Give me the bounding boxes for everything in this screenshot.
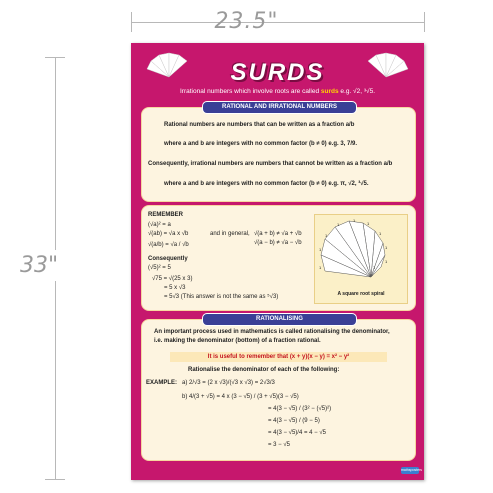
general-rule-1: √(a + b) ≠ √a + √b <box>254 231 302 237</box>
spiral-unit-label: 1 <box>319 265 322 270</box>
publisher-logo: mathsposters <box>401 468 423 472</box>
surds-poster <box>131 43 424 480</box>
rational-irrational-panel <box>141 104 416 202</box>
rationalising-desc-1: An important process used in mathematics is called rationalising the denominator, <box>154 329 390 335</box>
identity-tip: It is useful to remember that (x + y)(x − y) = x² − y² <box>170 352 387 362</box>
rational-line-3: Consequently, irrational numbers are numbers that cannot be written as a fraction a/b <box>148 161 393 167</box>
consequently-line-3: = 5 x √3 <box>164 285 186 291</box>
width-label: 23.5" <box>214 9 279 34</box>
example-part-a: a) 2/√3 = (2 x √3)/(√3 x √3) = 2√3/3 <box>182 380 275 386</box>
intro-text <box>131 88 424 95</box>
height-label: 33" <box>20 250 58 281</box>
square-root-spiral-figure <box>314 214 408 304</box>
consequently-line-2: √75 = √(25 x 3) <box>152 276 193 282</box>
remember-label: REMEMBER <box>148 212 184 218</box>
spiral-unit-label: 1 <box>325 233 328 238</box>
example-part-b-line-1: b) 4/(3 + √5) = 4 x (3 − √5) / (3 + √5)(3 − √5) <box>182 394 299 400</box>
spiral-unit-label: 1 <box>353 218 356 223</box>
rational-line-1: Rational numbers are numbers that can be written as a fraction a/b <box>164 122 355 128</box>
consequently-label: Consequently <box>148 256 188 262</box>
example-part-b-line-3: = 4(3 − √5) / (9 − 5) <box>268 418 320 424</box>
general-label: and in general, <box>210 231 250 237</box>
spiral-unit-label: 1 <box>379 231 382 236</box>
section-header-rationalising: RATIONALISING <box>202 313 357 326</box>
spiral-caption: A square root spiral <box>337 291 385 297</box>
intro-prefix: Irrational numbers which involve roots are called <box>179 88 321 95</box>
spiral-unit-label: 1 <box>319 247 322 252</box>
height-ruler-tick-top <box>45 57 65 58</box>
example-part-b-line-4: = 4(3 − √5)/4 = 4 − √5 <box>268 430 326 436</box>
square-root-spiral-icon <box>315 215 407 291</box>
spiral-unit-label: 1 <box>337 222 340 227</box>
remember-rule-2: √(ab) = √a x √b <box>148 231 189 237</box>
spiral-unit-label: 1 <box>373 265 376 270</box>
consequently-line-4: = 5√3 (This answer is not the same as ⁵√3) <box>164 294 279 300</box>
intro-highlight: surds <box>320 88 339 95</box>
intro-suffix: e.g. √2, ³√5. <box>338 88 375 95</box>
example-label: EXAMPLE: <box>146 380 178 386</box>
rational-line-2: where a and b are integers with no common factor (b ≠ 0) e.g. 3, 7/9. <box>164 141 358 147</box>
example-part-b-line-2: = 4(3 − √5) / (3² − (√5)²) <box>268 406 332 412</box>
example-part-b-line-5: = 3 − √5 <box>268 442 290 448</box>
spiral-unit-label: 1 <box>385 259 388 264</box>
remember-rule-3: √(a/b) = √a / √b <box>148 242 189 248</box>
poster-title: SURDS <box>230 59 325 86</box>
remember-rule-1: (√a)² = a <box>148 222 171 228</box>
consequently-line-1: (√5)² = 5 <box>148 265 171 271</box>
remember-panel <box>141 205 416 311</box>
rationalise-instruction: Rationalise the denominator of each of the following: <box>188 367 340 373</box>
section-header-rational: RATIONAL AND IRRATIONAL NUMBERS <box>202 101 357 114</box>
general-rule-2: √(a − b) ≠ √a − √b <box>254 240 302 246</box>
spiral-unit-label: 1 <box>385 245 388 250</box>
spiral-unit-label: 1 <box>367 221 370 226</box>
rationalising-desc-2: i.e. making the denominator (bottom) of a fraction rational. <box>154 338 321 344</box>
height-ruler-tick-bottom <box>45 479 65 480</box>
rational-line-4: where a and b are integers with no common factor (b ≠ 0) e.g. π, √2, ³√5. <box>164 181 369 187</box>
rationalising-panel <box>141 316 416 461</box>
